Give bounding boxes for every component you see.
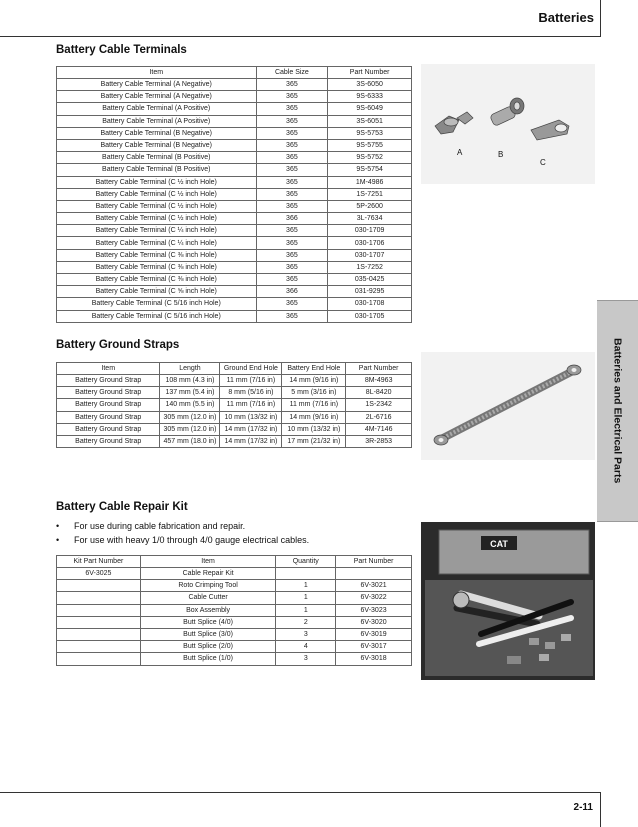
col-kit-part-number: Kit Part Number bbox=[57, 556, 141, 568]
cell-cable-size: 365 bbox=[256, 103, 328, 115]
cell-part-number: 031-9295 bbox=[328, 286, 412, 298]
cell-part-number: 6V-3020 bbox=[336, 616, 412, 628]
cell-length: 305 mm (12.0 in) bbox=[160, 411, 220, 423]
cell-cable-size: 365 bbox=[256, 261, 328, 273]
table-row bbox=[57, 310, 412, 322]
cell-part-number: 5P-2600 bbox=[328, 200, 412, 212]
cell-part-number: 3S-6050 bbox=[328, 79, 412, 91]
cell-part-number: 2L-6716 bbox=[346, 411, 412, 423]
col-battery-end-hole: Battery End Hole bbox=[282, 363, 346, 375]
table-row bbox=[57, 641, 412, 653]
cell-part-number: 1M-4986 bbox=[328, 176, 412, 188]
terminals-table-header bbox=[57, 67, 412, 79]
cell-part-number: 1S-2342 bbox=[346, 399, 412, 411]
cell-part-number: 030-1709 bbox=[328, 225, 412, 237]
cell-battery-end-hole: 17 mm (21/32 in) bbox=[282, 435, 346, 447]
cell-battery-end-hole: 14 mm (9/16 in) bbox=[282, 375, 346, 387]
straps-table-header bbox=[57, 363, 412, 375]
cell-item: Battery Cable Terminal (C ⅜ inch Hole) bbox=[57, 261, 257, 273]
table-row bbox=[57, 127, 412, 139]
terminals-photo bbox=[421, 64, 595, 184]
repair-kit-table bbox=[56, 555, 412, 666]
table-row bbox=[57, 115, 412, 127]
cell-item: Battery Cable Terminal (B Positive) bbox=[57, 152, 257, 164]
cell-cable-size: 365 bbox=[256, 225, 328, 237]
cell-quantity: 3 bbox=[276, 653, 336, 665]
cell-ground-end-hole: 11 mm (7/16 in) bbox=[220, 375, 282, 387]
cell-quantity: 3 bbox=[276, 628, 336, 640]
col-item: Item bbox=[57, 67, 257, 79]
table-row bbox=[57, 411, 412, 423]
cell-kit-part-number bbox=[57, 641, 141, 653]
cell-part-number: 1S-7252 bbox=[328, 261, 412, 273]
cell-length: 140 mm (5.5 in) bbox=[160, 399, 220, 411]
cell-item: Battery Cable Terminal (C 5/16 inch Hole) bbox=[57, 310, 257, 322]
cell-part-number: 030-1707 bbox=[328, 249, 412, 261]
cell-cable-size: 365 bbox=[256, 164, 328, 176]
table-row bbox=[57, 225, 412, 237]
col-part-number: Part Number bbox=[336, 556, 412, 568]
cell-part-number: 6V-3018 bbox=[336, 653, 412, 665]
cell-cable-size: 365 bbox=[256, 310, 328, 322]
terminals-table-body bbox=[57, 79, 412, 323]
cell-cable-size: 365 bbox=[256, 139, 328, 151]
cell-item: Battery Cable Terminal (C ½ inch Hole) bbox=[57, 200, 257, 212]
cell-item: Battery Cable Terminal (C ½ inch Hole) bbox=[57, 213, 257, 225]
table-row bbox=[57, 176, 412, 188]
cell-item: Battery Cable Terminal (A Negative) bbox=[57, 91, 257, 103]
col-part-number: Part Number bbox=[328, 67, 412, 79]
cell-part-number: 8L-8420 bbox=[346, 387, 412, 399]
table-row bbox=[57, 399, 412, 411]
table-row bbox=[57, 580, 412, 592]
cell-cable-size: 365 bbox=[256, 127, 328, 139]
col-cable-size: Cable Size bbox=[256, 67, 328, 79]
cell-quantity: 4 bbox=[276, 641, 336, 653]
table-row bbox=[57, 628, 412, 640]
cell-part-number: 6V-3019 bbox=[336, 628, 412, 640]
header-frame bbox=[0, 0, 601, 37]
cell-cable-size: 365 bbox=[256, 237, 328, 249]
cell-part-number: 9S-6333 bbox=[328, 91, 412, 103]
cell-part-number: 6V-3023 bbox=[336, 604, 412, 616]
straps-title: Battery Ground Straps bbox=[56, 339, 180, 351]
cell-cable-size: 365 bbox=[256, 176, 328, 188]
cell-part-number: 9S-5754 bbox=[328, 164, 412, 176]
terminals-title: Battery Cable Terminals bbox=[56, 44, 187, 56]
repair-kit-bullets bbox=[56, 519, 309, 547]
cell-kit-part-number bbox=[57, 604, 141, 616]
cell-cable-size: 365 bbox=[256, 115, 328, 127]
repair-kit-table-body bbox=[57, 568, 412, 666]
table-row bbox=[57, 375, 412, 387]
cell-length: 137 mm (5.4 in) bbox=[160, 387, 220, 399]
cell-part-number: 3S-6051 bbox=[328, 115, 412, 127]
cell-part-number: 030-1708 bbox=[328, 298, 412, 310]
cell-quantity: 1 bbox=[276, 604, 336, 616]
cell-item: Battery Ground Strap bbox=[57, 435, 160, 447]
cell-item: Cable Repair Kit bbox=[140, 568, 276, 580]
cell-cable-size: 365 bbox=[256, 200, 328, 212]
table-row bbox=[57, 435, 412, 447]
cell-item: Battery Cable Terminal (B Negative) bbox=[57, 139, 257, 151]
cell-battery-end-hole: 11 mm (7/16 in) bbox=[282, 399, 346, 411]
image-label-a: A bbox=[457, 148, 463, 157]
table-row bbox=[57, 653, 412, 665]
col-ground-end-hole: Ground End Hole bbox=[220, 363, 282, 375]
cell-cable-size: 365 bbox=[256, 249, 328, 261]
cell-part-number: 8M-4963 bbox=[346, 375, 412, 387]
cell-length: 457 mm (18.0 in) bbox=[160, 435, 220, 447]
cell-length: 108 mm (4.3 in) bbox=[160, 375, 220, 387]
table-row bbox=[57, 200, 412, 212]
cell-ground-end-hole: 10 mm (13/32 in) bbox=[220, 411, 282, 423]
table-row bbox=[57, 164, 412, 176]
cell-part-number: 6V-3017 bbox=[336, 641, 412, 653]
cell-kit-part-number bbox=[57, 592, 141, 604]
image-label-c: C bbox=[540, 158, 546, 167]
cell-battery-end-hole: 14 mm (9/16 in) bbox=[282, 411, 346, 423]
cell-part-number: 9S-6049 bbox=[328, 103, 412, 115]
cell-item: Battery Cable Terminal (A Positive) bbox=[57, 115, 257, 127]
table-row bbox=[57, 604, 412, 616]
cell-battery-end-hole: 10 mm (13/32 in) bbox=[282, 423, 346, 435]
table-row bbox=[57, 79, 412, 91]
cell-part-number: 030-1706 bbox=[328, 237, 412, 249]
table-row bbox=[57, 298, 412, 310]
cell-quantity bbox=[276, 568, 336, 580]
cell-kit-part-number bbox=[57, 628, 141, 640]
col-item: Item bbox=[140, 556, 276, 568]
cell-item: Battery Cable Terminal (C ⅜ inch Hole) bbox=[57, 274, 257, 286]
cell-item: Battery Cable Terminal (A Positive) bbox=[57, 103, 257, 115]
cell-item: Battery Ground Strap bbox=[57, 375, 160, 387]
cell-part-number: 9S-5753 bbox=[328, 127, 412, 139]
footer-frame bbox=[0, 792, 601, 827]
cell-item: Butt Splice (2/0) bbox=[140, 641, 276, 653]
cell-item: Battery Cable Terminal (A Negative) bbox=[57, 79, 257, 91]
side-tab-label: Batteries and Electrical Parts bbox=[611, 338, 624, 484]
ground-strap-photo bbox=[421, 352, 595, 460]
cell-item: Battery Cable Terminal (C ¼ inch Hole) bbox=[57, 225, 257, 237]
cell-part-number: 9S-5755 bbox=[328, 139, 412, 151]
cell-part-number: 3L-7634 bbox=[328, 213, 412, 225]
cell-item: Battery Ground Strap bbox=[57, 399, 160, 411]
cell-item: Cable Cutter bbox=[140, 592, 276, 604]
table-row bbox=[57, 423, 412, 435]
cell-item: Battery Cable Terminal (B Negative) bbox=[57, 127, 257, 139]
cell-part-number: 035-0425 bbox=[328, 274, 412, 286]
cell-battery-end-hole: 5 mm (3/16 in) bbox=[282, 387, 346, 399]
bullet-item: • For use with heavy 1/0 through 4/0 gauge electrical cables. bbox=[56, 535, 310, 545]
cell-item: Battery Cable Terminal (C ½ inch Hole) bbox=[57, 188, 257, 200]
cell-part-number: 4M-7146 bbox=[346, 423, 412, 435]
cell-item: Battery Ground Strap bbox=[57, 411, 160, 423]
table-row bbox=[57, 568, 412, 580]
repair-kit-table-header bbox=[57, 556, 412, 568]
cell-item: Battery Ground Strap bbox=[57, 387, 160, 399]
cell-item: Battery Cable Terminal (C ½ inch Hole) bbox=[57, 176, 257, 188]
cell-item: Battery Cable Terminal (C ¼ inch Hole) bbox=[57, 237, 257, 249]
straps-table-body bbox=[57, 375, 412, 448]
cell-ground-end-hole: 8 mm (5/16 in) bbox=[220, 387, 282, 399]
cell-ground-end-hole: 11 mm (7/16 in) bbox=[220, 399, 282, 411]
cell-part-number: 3R-2853 bbox=[346, 435, 412, 447]
cell-item: Box Assembly bbox=[140, 604, 276, 616]
table-row bbox=[57, 592, 412, 604]
cell-cable-size: 365 bbox=[256, 298, 328, 310]
cell-cable-size: 366 bbox=[256, 286, 328, 298]
cell-item: Battery Cable Terminal (C 5/16 inch Hole) bbox=[57, 298, 257, 310]
terminals-table bbox=[56, 66, 412, 323]
table-row bbox=[57, 152, 412, 164]
table-row bbox=[57, 387, 412, 399]
cat-logo: CAT bbox=[490, 539, 508, 549]
cell-quantity: 1 bbox=[276, 580, 336, 592]
ground-strap-illustration bbox=[421, 352, 595, 460]
cell-part-number bbox=[336, 568, 412, 580]
cell-ground-end-hole: 14 mm (17/32 in) bbox=[220, 423, 282, 435]
table-row bbox=[57, 139, 412, 151]
terminals-illustration bbox=[421, 64, 595, 184]
straps-table bbox=[56, 362, 412, 448]
cell-cable-size: 366 bbox=[256, 213, 328, 225]
col-length: Length bbox=[160, 363, 220, 375]
table-row bbox=[57, 261, 412, 273]
cell-cable-size: 365 bbox=[256, 91, 328, 103]
repair-kit-illustration bbox=[421, 522, 595, 680]
col-item: Item bbox=[57, 363, 160, 375]
repair-kit-photo bbox=[421, 522, 595, 680]
cell-item: Battery Cable Terminal (B Positive) bbox=[57, 164, 257, 176]
cell-cable-size: 365 bbox=[256, 274, 328, 286]
cell-item: Roto Crimping Tool bbox=[140, 580, 276, 592]
cell-cable-size: 365 bbox=[256, 152, 328, 164]
repair-kit-title: Battery Cable Repair Kit bbox=[56, 501, 188, 513]
image-label-b: B bbox=[498, 150, 504, 159]
cell-part-number: 030-1705 bbox=[328, 310, 412, 322]
table-row bbox=[57, 213, 412, 225]
table-row bbox=[57, 274, 412, 286]
cell-cable-size: 365 bbox=[256, 79, 328, 91]
cell-length: 305 mm (12.0 in) bbox=[160, 423, 220, 435]
table-row bbox=[57, 91, 412, 103]
cell-item: Butt Splice (1/0) bbox=[140, 653, 276, 665]
table-row bbox=[57, 188, 412, 200]
table-row bbox=[57, 286, 412, 298]
cell-item: Butt Splice (4/0) bbox=[140, 616, 276, 628]
cell-quantity: 2 bbox=[276, 616, 336, 628]
col-quantity: Quantity bbox=[276, 556, 336, 568]
page-number: 2-11 bbox=[573, 802, 593, 813]
table-row bbox=[57, 249, 412, 261]
cell-item: Battery Cable Terminal (C ⅜ inch Hole) bbox=[57, 249, 257, 261]
table-row bbox=[57, 616, 412, 628]
cell-part-number: 6V-3021 bbox=[336, 580, 412, 592]
cell-quantity: 1 bbox=[276, 592, 336, 604]
cell-item: Butt Splice (3/0) bbox=[140, 628, 276, 640]
page-header-title: Batteries bbox=[538, 10, 594, 25]
cell-item: Battery Ground Strap bbox=[57, 423, 160, 435]
cell-cable-size: 365 bbox=[256, 188, 328, 200]
cell-kit-part-number bbox=[57, 653, 141, 665]
section-side-tab[interactable] bbox=[597, 300, 638, 522]
cell-part-number: 9S-5752 bbox=[328, 152, 412, 164]
cell-part-number: 6V-3022 bbox=[336, 592, 412, 604]
table-row bbox=[57, 103, 412, 115]
bullet-item: • For use during cable fabrication and repair. bbox=[56, 521, 246, 531]
cell-ground-end-hole: 14 mm (17/32 in) bbox=[220, 435, 282, 447]
table-row bbox=[57, 237, 412, 249]
cell-kit-part-number bbox=[57, 580, 141, 592]
cell-kit-part-number: 6V-3025 bbox=[57, 568, 141, 580]
cell-part-number: 1S-7251 bbox=[328, 188, 412, 200]
cell-kit-part-number bbox=[57, 616, 141, 628]
cell-item: Battery Cable Terminal (C ⅝ inch Hole) bbox=[57, 286, 257, 298]
col-part-number: Part Number bbox=[346, 363, 412, 375]
